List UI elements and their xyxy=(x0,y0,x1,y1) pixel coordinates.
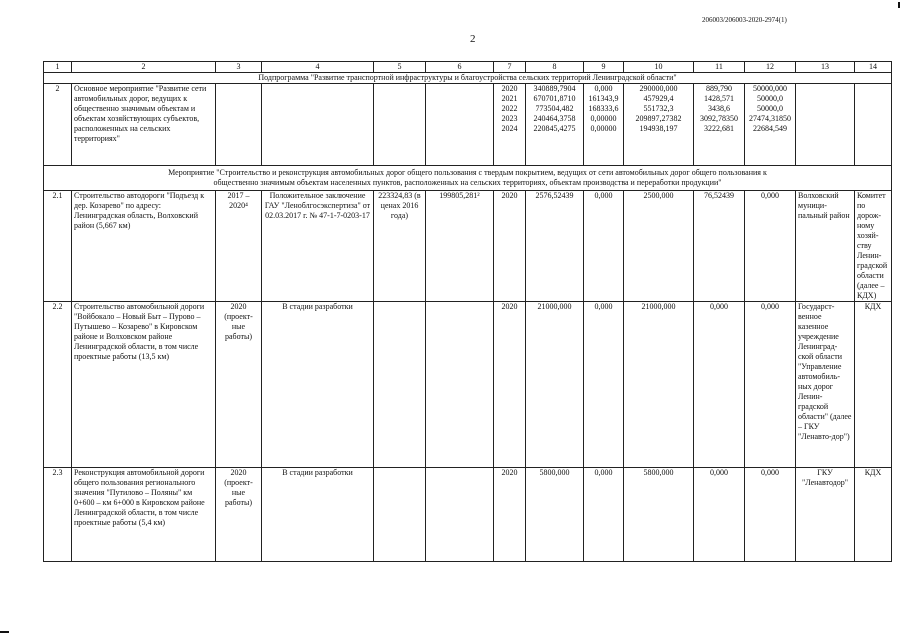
value: 22684,549 xyxy=(753,124,787,133)
period-cell: 2020 (проект-ные работы) xyxy=(216,468,262,562)
program-table xyxy=(43,61,892,562)
table-row xyxy=(44,302,892,468)
value: 3222,681 xyxy=(704,124,734,133)
year: 2024 xyxy=(501,124,518,133)
expertise-cell: В стадии разработки xyxy=(262,302,374,468)
row-number: 2 xyxy=(44,84,72,166)
federal-cell: 0,000 xyxy=(584,191,624,302)
total-cell: 21000,000 xyxy=(526,302,584,468)
recipient-cell: Государст-венное казенное учреждение Ленинград-ской области "Управление автомобиль-ных дорог Ленин-градской области" (далее – ГКУ "Ленавто-дор") xyxy=(796,302,855,468)
responsible-cell: Комитет по дорож-ному хозяй-ству Ленин-градской области (далее – КДХ) xyxy=(855,191,892,302)
year: 2021 xyxy=(501,94,518,103)
header-cell: 5 xyxy=(374,62,426,73)
value: 220845,4275 xyxy=(533,124,576,133)
local-cell: 76,52439 xyxy=(694,191,745,302)
cell-c14 xyxy=(855,84,892,166)
row-name: Основное мероприятие "Развитие сети автомобильных дорог, ведущих к общественно значимым объектам и объектам хозяйствующих субъектов, расположенных на сельских территориях" xyxy=(72,84,216,166)
subprogram-title: Подпрограмма "Развитие транспортной инфраструктуры и благоустройства сельских территорий Ленинградской области" xyxy=(44,73,892,84)
measure-row xyxy=(44,166,892,191)
balance-cell xyxy=(426,302,494,468)
value: 0,00000 xyxy=(590,114,617,123)
table-row xyxy=(44,84,892,166)
responsible-cell: КДХ xyxy=(855,468,892,562)
value: 457929,4 xyxy=(643,94,674,103)
other-cell: 0,000 xyxy=(745,302,796,468)
header-cell: 6 xyxy=(426,62,494,73)
measure-title: Мероприятие "Строительство и реконструкция автомобильных дорог общего пользования с твердым покрытием, ведущих от сети автомобильных дорог общего пользования к общественно значимым объектам населенных пунктов, расположенных на сельских территориях, объектам производства и переработки продукции" xyxy=(44,166,892,191)
corner-scan-mark xyxy=(898,2,900,8)
period-cell: 2020 (проект-ные работы) xyxy=(216,302,262,468)
header-cell: 8 xyxy=(526,62,584,73)
value: 50000,000 xyxy=(753,84,787,93)
row-name: Строительство автодороги "Подъезд к дер. Козарево" по адресу: Ленинградская область, Волховский район (5,667 км) xyxy=(72,191,216,302)
other-cell: 0,000 xyxy=(745,191,796,302)
header-row xyxy=(44,62,892,73)
value: 27474,31850 xyxy=(749,114,791,123)
year-cell: 2020 xyxy=(494,191,526,302)
responsible-cell: КДХ xyxy=(855,302,892,468)
estimate-cell xyxy=(374,468,426,562)
years-cell xyxy=(494,84,526,166)
value: 209897,27382 xyxy=(635,114,682,123)
header-cell: 7 xyxy=(494,62,526,73)
value: 551732,3 xyxy=(643,104,674,113)
value: 0,000 xyxy=(594,84,613,93)
balance-cell: 199805,281² xyxy=(426,191,494,302)
header-cell: 13 xyxy=(796,62,855,73)
local-cell: 0,000 xyxy=(694,468,745,562)
row-number: 2.2 xyxy=(44,302,72,468)
table-row xyxy=(44,468,892,562)
value: 161343,9 xyxy=(588,94,619,103)
federal-cell: 0,000 xyxy=(584,302,624,468)
federal-cell: 0,000 xyxy=(584,468,624,562)
expertise-cell: В стадии разработки xyxy=(262,468,374,562)
row-number: 2.1 xyxy=(44,191,72,302)
cell-c4 xyxy=(262,84,374,166)
value: 1428,571 xyxy=(704,94,734,103)
value: 0,00000 xyxy=(590,124,617,133)
subprogram-row xyxy=(44,73,892,84)
values-c8 xyxy=(526,84,584,166)
period-cell: 2017 – 2020⁴ xyxy=(216,191,262,302)
value: 50000,0 xyxy=(757,104,783,113)
header-cell: 2 xyxy=(72,62,216,73)
value: 3092,78350 xyxy=(700,114,738,123)
header-cell: 14 xyxy=(855,62,892,73)
cell-c3 xyxy=(216,84,262,166)
value: 340889,7904 xyxy=(533,84,576,93)
value: 50000,0 xyxy=(757,94,783,103)
header-cell: 1 xyxy=(44,62,72,73)
other-cell: 0,000 xyxy=(745,468,796,562)
header-cell: 10 xyxy=(624,62,694,73)
year-cell: 2020 xyxy=(494,468,526,562)
document-id: 206003/206003-2020-2974(1) xyxy=(702,16,787,24)
estimate-cell xyxy=(374,302,426,468)
total-cell: 2576,52439 xyxy=(526,191,584,302)
value: 3438,6 xyxy=(708,104,730,113)
header-cell: 11 xyxy=(694,62,745,73)
header-cell: 4 xyxy=(262,62,374,73)
header-cell: 12 xyxy=(745,62,796,73)
value: 670701,8710 xyxy=(533,94,576,103)
year-cell: 2020 xyxy=(494,302,526,468)
values-c11 xyxy=(694,84,745,166)
values-c10 xyxy=(624,84,694,166)
value: 168333,6 xyxy=(588,104,619,113)
balance-cell xyxy=(426,468,494,562)
total-cell: 5800,000 xyxy=(526,468,584,562)
edge-scan-mark xyxy=(0,631,9,633)
estimate-cell: 223324,83 (в ценах 2016 года) xyxy=(374,191,426,302)
row-name: Реконструкция автомобильной дороги общего пользования регионального значения "Путилово – Поляны" км 0+600 – км 6+000 в Кировском районе Ленинградской области, в том числе проектные работы (5,4 км) xyxy=(72,468,216,562)
values-c9 xyxy=(584,84,624,166)
row-name: Строительство автомобильной дороги "Войбокало – Новый Быт – Пурово – Путышево – Козарево" в Кировском районе и Волховском районе Ленинградской области, в том числе проектные работы (13,5 км) xyxy=(72,302,216,468)
regional-cell: 21000,000 xyxy=(624,302,694,468)
value: 240464,3758 xyxy=(533,114,576,123)
value: 290000,000 xyxy=(639,84,678,93)
table-row xyxy=(44,191,892,302)
row-number: 2.3 xyxy=(44,468,72,562)
value: 194938,197 xyxy=(639,124,678,133)
regional-cell: 5800,000 xyxy=(624,468,694,562)
cell-c5 xyxy=(374,84,426,166)
cell-c6 xyxy=(426,84,494,166)
header-cell: 9 xyxy=(584,62,624,73)
value: 773504,482 xyxy=(535,104,574,113)
values-c12 xyxy=(745,84,796,166)
cell-c13 xyxy=(796,84,855,166)
expertise-cell: Положительное заключение ГАУ "Леноблгосэкспертиза" от 02.03.2017 г. № 47-1-7-0203-17 xyxy=(262,191,374,302)
local-cell: 0,000 xyxy=(694,302,745,468)
value: 889,790 xyxy=(706,84,732,93)
header-cell: 3 xyxy=(216,62,262,73)
recipient-cell: ГКУ "Ленавтодор" xyxy=(796,468,855,562)
year: 2022 xyxy=(501,104,518,113)
year: 2020 xyxy=(501,84,518,93)
page-number: 2 xyxy=(470,33,476,45)
year: 2023 xyxy=(501,114,518,123)
recipient-cell: Волховский муници-пальный район xyxy=(796,191,855,302)
regional-cell: 2500,000 xyxy=(624,191,694,302)
